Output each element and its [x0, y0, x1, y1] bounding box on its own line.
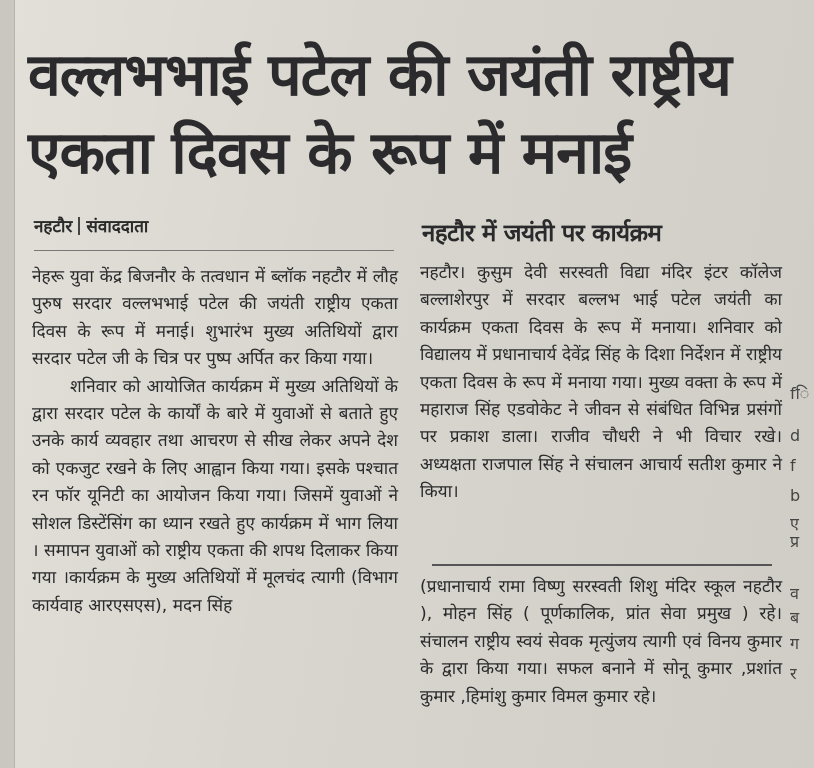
article-paragraph-2: शनिवार को आयोजित कार्यक्रम में मुख्य अतिथियों के द्वारा सरदार पटेल के कार्यों के बारे में युवाओं से बताते हुए उनके कार्य व्यवहार तथा आचरण से सीख लेकर अपने देश को एकजुट रखने के लिए आह्वान किया गया। इसके पश्चात रन फॉर यूनिटी का आयोजन किया गया। जिसमें युवाओं ने सोशल डिस्टेंसिंग का ध्यान रखते हुए कार्यक्रम में भाग लिया । समापन युवाओं को राष्ट्रीय एकता की शपथ दिलाकर किया गया ।कार्यक्रम के मुख्य अतिथियों में मूलचंद त्यागी (विभाग कार्यवाह आरएसएस), मदन सिंह — [32, 376, 398, 616]
edge-fragment: र — [790, 664, 797, 683]
edge-fragment: ब — [790, 608, 800, 627]
article-paragraph-1: नेहरू युवा केंद्र बिजनौर के तत्वधान में ब्लॉक नहटौर में लौह पुरुष सरदार वल्लभभाई पटेल की जयंती राष्ट्रीय एकता दिवस के रूप में मनाई। शुभारंभ मुख्य अतिथियों द्वारा सरदार पटेल जी के चित्र पर पुष्प अर्पित कर किया गया। — [32, 267, 398, 370]
article-continuation — [420, 574, 782, 711]
byline-place: नहटौर — [34, 217, 73, 237]
edge-fragment: प्र — [790, 532, 800, 551]
sidebar-paragraph: नहटौर। कुसुम देवी सरस्वती विद्या मंदिर इंटर कॉलेज बल्लाशेरपुर में सरदार बल्लभ भाई पटेल जयंती का कार्यक्रम एकता दिवस के रूप में मनाया। शनिवार को विद्यालय में प्रधानाचार्य देवेंद्र सिंह के दिशा निर्देशन में राष्ट्रीय एकता दिवस के रूप में मनाया गया। मुख्य वक्ता के रूप में महाराज सिंह एडवोकेट ने जीवन से संबंधित विभिन्न प्रसंगों पर प्रकाश डाला। राजीव चौधरी ने भी विचार रखे। अध्यक्षता राजपाल सिंह ने संचालन आचार्य सतीश कुमार ने किया। — [420, 263, 782, 503]
edge-fragment: ए — [790, 514, 799, 533]
sidebar-subheading: नहटौर में जयंती पर कार्यक्रम — [422, 219, 662, 247]
edge-fragment: ग — [790, 634, 800, 653]
continuation-paragraph: (प्रधानाचार्य रामा विष्णु सरस्वती शिशु मंदिर स्कूल नहटौर ), मोहन सिंह ( पूर्णकालिक, प्रांत सेवा प्रमुख ) रहे। संचालन राष्ट्रीय स्वयं सेवक मृत्युंजय त्यागी एवं विनय कुमार के द्वारा किया गया। सफल बनाने में सोनू कुमार ,प्रशांत कुमार ,हिमांशु कुमार विमल कुमार रहे। — [420, 577, 782, 707]
headline: वल्लभभाई पटेल की जयंती राष्ट्रीय एकता दिवस के रूप में मनाई — [28, 40, 731, 187]
byline — [34, 214, 148, 237]
byline-role: संवाददाता — [86, 217, 149, 237]
adjacent-column-edge — [0, 0, 15, 768]
edge-fragment: d — [790, 426, 801, 445]
byline-rule — [34, 250, 394, 251]
right-edge-fragments — [790, 0, 814, 768]
edge-fragment: b — [790, 486, 801, 505]
edge-fragment: व — [790, 584, 799, 603]
column-divider-rule — [432, 564, 772, 566]
edge-fragment: f — [790, 456, 796, 475]
sidebar-story — [420, 260, 782, 507]
article-left-column — [32, 264, 398, 620]
byline-separator — [78, 217, 80, 235]
edge-fragment: fि — [790, 384, 810, 403]
